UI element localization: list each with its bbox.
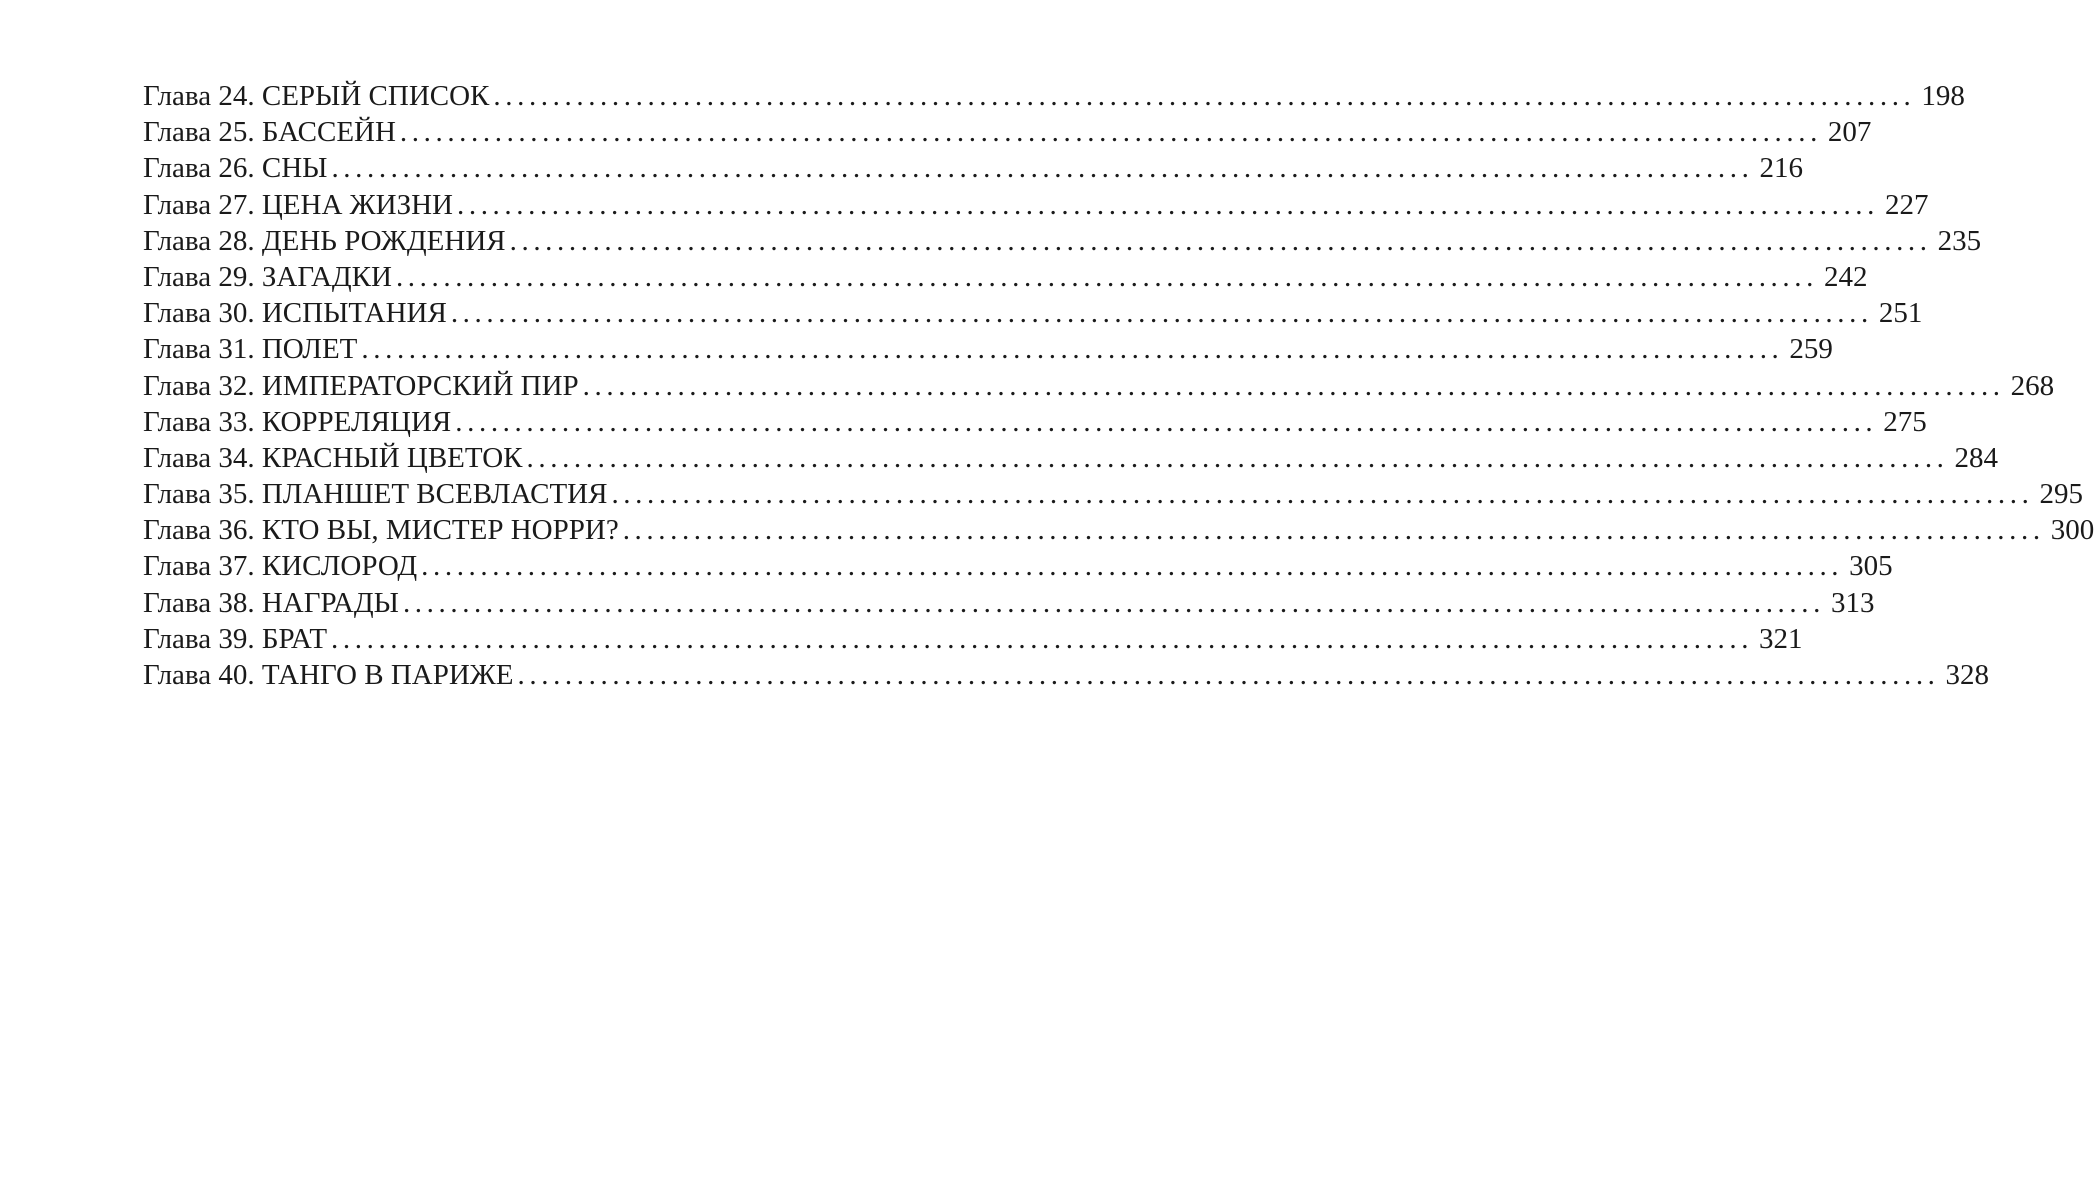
chapter-title: Глава 40. ТАНГО В ПАРИЖЕ: [143, 659, 518, 692]
chapter-title: Глава 35. ПЛАНШЕТ ВСЕВЛАСТИЯ: [143, 478, 611, 511]
page-number: 198: [1915, 80, 1965, 113]
chapter-title: Глава 31. ПОЛЕТ: [143, 333, 361, 366]
chapter-title: Глава 28. ДЕНЬ РОЖДЕНИЯ: [143, 225, 510, 258]
chapter-title: Глава 36. КТО ВЫ, МИСТЕР НОРРИ?: [143, 514, 623, 547]
toc-entry[interactable]: [143, 116, 1872, 152]
dot-leader: ........................................................................................................................: [331, 152, 1754, 185]
page-number: 235: [1932, 225, 1982, 258]
page-number: 275: [1877, 406, 1927, 439]
page-number: 300: [2045, 514, 2094, 547]
chapter-title: Глава 39. БРАТ: [143, 623, 331, 656]
chapter-title: Глава 34. КРАСНЫЙ ЦВЕТОК: [143, 442, 527, 475]
chapter-title: Глава 24. СЕРЫЙ СПИСОК: [143, 80, 493, 113]
dot-leader: ........................................................................................................................: [493, 80, 1916, 112]
page-number: 227: [1879, 189, 1929, 222]
table-of-contents: [143, 80, 2094, 695]
page-number: 268: [2005, 370, 2055, 403]
dot-leader: ........................................................................................................................: [582, 369, 2005, 402]
chapter-title: Глава 30. ИСПЫТАНИЯ: [143, 297, 451, 330]
page-number: 313: [1825, 587, 1875, 620]
chapter-title: Глава 37. КИСЛОРОД: [143, 550, 421, 583]
dot-leader: ........................................................................................................................: [331, 622, 1754, 655]
dot-leader: ........................................................................................................................: [509, 224, 1932, 257]
toc-entry[interactable]: [143, 478, 2083, 514]
chapter-title: Глава 38. НАГРАДЫ: [143, 587, 403, 620]
dot-leader: ........................................................................................................................: [450, 297, 1873, 330]
toc-entry[interactable]: [143, 659, 1990, 695]
toc-entry[interactable]: [143, 80, 1965, 116]
dot-leader: ........................................................................................................................: [421, 550, 1844, 583]
toc-entry[interactable]: [143, 188, 1929, 225]
toc-entry[interactable]: [143, 333, 1833, 369]
toc-entry[interactable]: [143, 152, 1803, 188]
page-number: 321: [1753, 623, 1803, 656]
toc-entry[interactable]: [143, 224, 1982, 261]
page-number: 284: [1949, 442, 1999, 475]
toc-entry[interactable]: [143, 622, 1803, 659]
chapter-title: Глава 33. КОРРЕЛЯЦИЯ: [143, 406, 455, 439]
dot-leader: ........................................................................................................................: [622, 514, 2045, 547]
dot-leader: ........................................................................................................................: [517, 659, 1940, 691]
page-number: 207: [1822, 116, 1872, 149]
chapter-title: Глава 27. ЦЕНА ЖИЗНИ: [143, 189, 457, 222]
dot-leader: ........................................................................................................................: [457, 188, 1879, 221]
chapter-title: Глава 26. СНЫ: [143, 152, 331, 185]
page-number: 216: [1753, 152, 1803, 185]
toc-entry[interactable]: [143, 405, 1927, 442]
page-number: 305: [1843, 550, 1893, 583]
toc-entry[interactable]: [143, 369, 2055, 406]
toc-entry[interactable]: [143, 514, 2094, 550]
dot-leader: ........................................................................................................................: [402, 586, 1825, 619]
toc-entry[interactable]: [143, 550, 1893, 586]
toc-entry[interactable]: [143, 260, 1868, 297]
toc-entry[interactable]: [143, 297, 1923, 333]
dot-leader: ........................................................................................................................: [611, 478, 2034, 511]
dot-leader: ........................................................................................................................: [526, 441, 1949, 474]
page-number: 251: [1873, 297, 1923, 330]
chapter-title: Глава 32. ИМПЕРАТОРСКИЙ ПИР: [143, 370, 583, 403]
page-number: 259: [1783, 333, 1833, 366]
dot-leader: ........................................................................................................................: [399, 116, 1822, 149]
toc-entry[interactable]: [143, 441, 1999, 478]
dot-leader: ........................................................................................................................: [395, 260, 1818, 293]
page-number: 295: [2033, 478, 2083, 511]
toc-entry[interactable]: [143, 586, 1875, 623]
dot-leader: ........................................................................................................................: [455, 405, 1878, 438]
dot-leader: ........................................................................................................................: [361, 333, 1784, 366]
chapter-title: Глава 29. ЗАГАДКИ: [143, 261, 396, 294]
page-number: 242: [1818, 261, 1868, 294]
page-number: 328: [1940, 659, 1990, 692]
chapter-title: Глава 25. БАССЕЙН: [143, 116, 400, 149]
